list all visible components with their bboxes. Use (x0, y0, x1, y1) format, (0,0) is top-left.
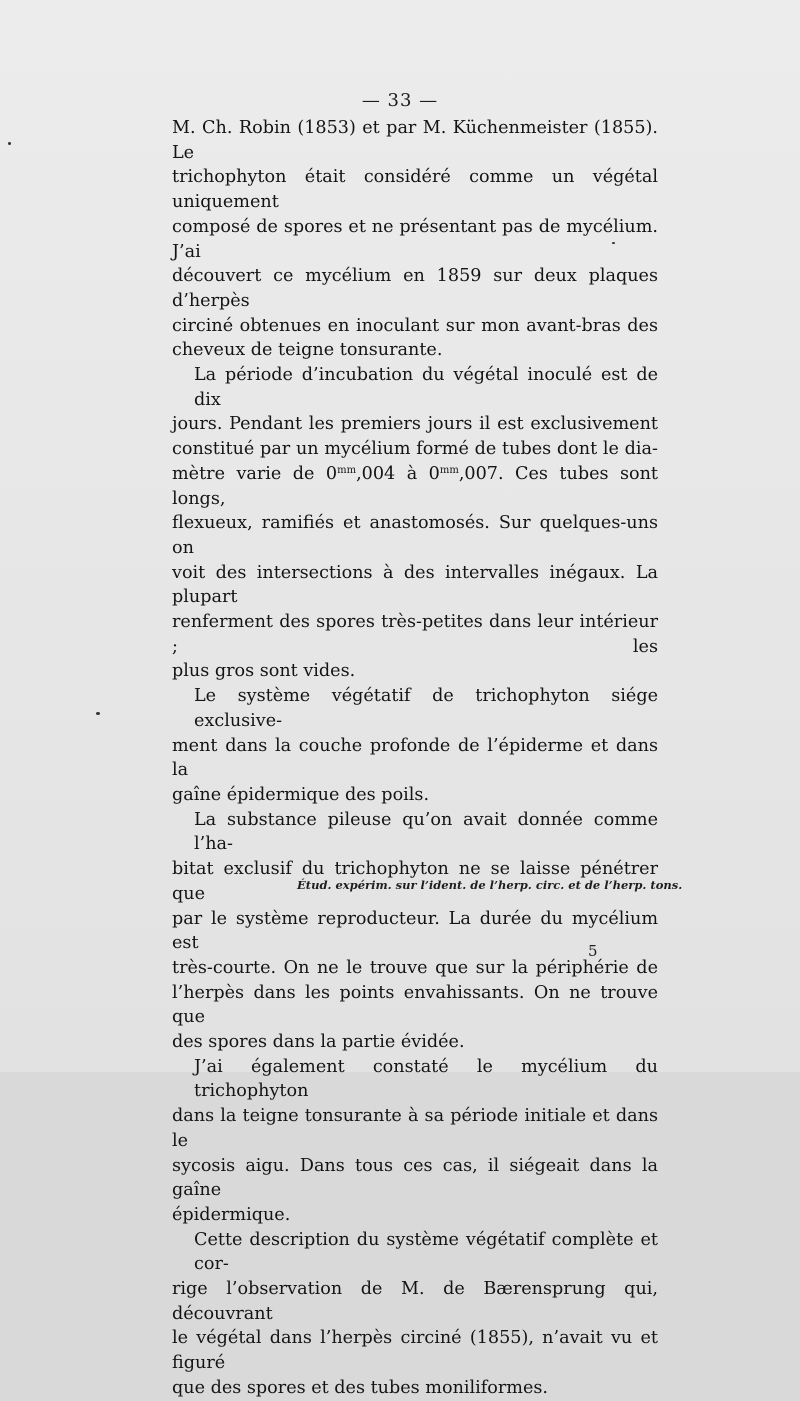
text-line: flexueux, ramifiés et anastomosés. Sur quelques-uns on (172, 513, 658, 558)
text-line: La substance pileuse qu’on avait donnée comme l’ha- (194, 809, 658, 855)
text-line: découvert ce mycélium en 1859 sur deux plaques d’herpès (172, 266, 658, 311)
text-line: cheveux de teigne tonsurante. (172, 340, 443, 361)
text-line: sycosis aigu. Dans tous ces cas, il siégeait dans la gaîne (172, 1155, 658, 1201)
ink-speck (96, 712, 100, 715)
text-line: voit des intersections à des intervalles inégaux. La plupart (172, 562, 658, 608)
text-line-measure (172, 462, 658, 511)
text-line: La période d’incubation du végétal inoculé est de dix (194, 365, 658, 410)
text-line: M. Ch. Robin (1853) et par M. Küchenmeister (1855). Le (172, 118, 658, 163)
text-line: des spores dans la partie évidée. (172, 1032, 465, 1053)
text-line: jours. Pendant les premiers jours il est exclusivement (172, 414, 658, 435)
text-line: plus gros sont vides. (172, 661, 356, 682)
text-line: composé de spores et ne présentant pas de mycélium. J’ai (172, 216, 658, 262)
ink-speck (8, 142, 11, 145)
text-line: circiné obtenues en inoculant sur mon avant-bras des (172, 315, 658, 336)
text-fragment: mètre varie de 0 (172, 463, 338, 484)
text-line: trichophyton était considéré comme un végétal uniquement (172, 167, 658, 213)
text-line: bitat exclusif du trichophyton ne se laisse pénétrer que (172, 859, 658, 904)
text-line: très-courte. On ne le trouve que sur la périphérie de (172, 957, 658, 978)
text-line: épidermique. (172, 1204, 291, 1225)
text-fragment: ,007. Ces tubes sont longs, (172, 463, 658, 509)
footnote: Étud. expérim. sur l’ident. de l’herp. circ. et de l’herp. tons. (297, 878, 683, 892)
page-number: — 33 — (361, 90, 439, 111)
text-line: rige l’observation de M. de Bærensprung qui, découvrant (172, 1279, 658, 1324)
unit-superscript: mm (439, 464, 459, 476)
text-line: gaîne épidermique des poils. (172, 784, 430, 805)
text-line: constitué par un mycélium formé de tubes dont le dia- (172, 439, 658, 460)
text-line: le végétal dans l’herpès circiné (1855), n’avait vu et figuré (172, 1328, 658, 1374)
text-line: Cette description du système végétatif complète et cor- (194, 1229, 658, 1275)
text-line: renferment des spores très-petites dans leur intérieur ; les (172, 612, 658, 657)
text-fragment: ,004 à 0 (356, 463, 440, 484)
text-line: l’herpès dans les points envahissants. On ne trouve que (172, 982, 658, 1028)
text-line: dans la teigne tonsurante à sa période initiale et dans le (172, 1106, 658, 1151)
text-line: Le système végétatif de trichophyton siége exclusive- (194, 686, 658, 731)
text-line: par le système reproducteur. La durée du mycélium est (172, 908, 658, 954)
text-line: J’ai également constaté le mycélium du trichophyton (194, 1056, 658, 1102)
ink-speck (612, 242, 615, 244)
unit-superscript: mm (337, 464, 357, 476)
body-text (172, 116, 658, 1401)
text-line: que des spores et des tubes moniliformes. (172, 1377, 549, 1398)
text-line: ment dans la couche profonde de l’épiderme et dans la (172, 735, 658, 781)
signature-mark: 5 (588, 942, 598, 960)
